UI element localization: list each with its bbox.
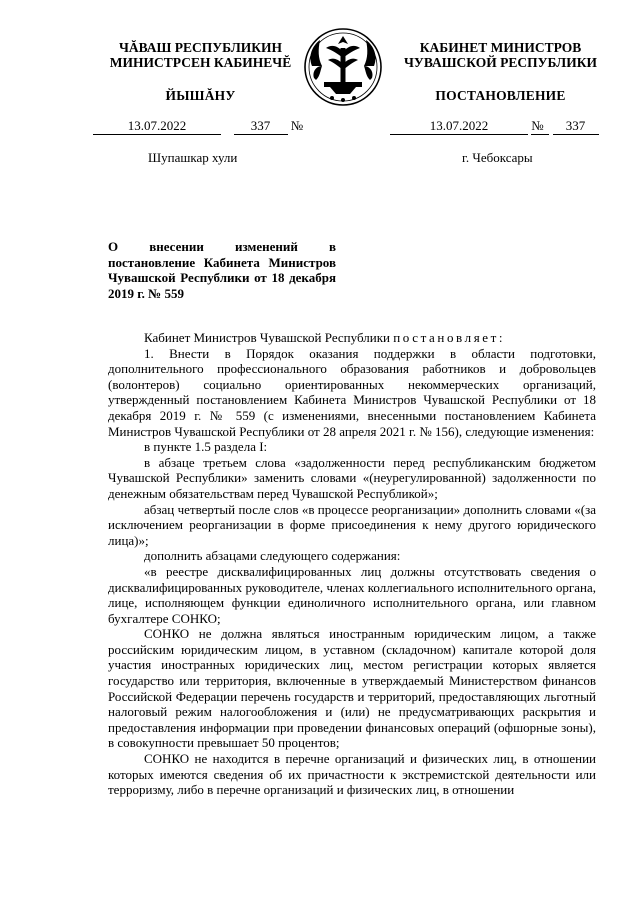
- header-left-line2: МИНИСТРСЕН КАБИНЕЧĔ: [109, 55, 292, 70]
- header-left-block: [98, 40, 303, 103]
- body-paragraph: абзац четвертый после слов «в процессе реорганизации» дополнить словами «(за исключением реорганизации в форме присоединения к нему другого юридического лица)»;: [108, 501, 596, 548]
- header-right-doc-type: ПОСТАНОВЛЕНИЕ: [435, 88, 566, 103]
- header-right-block: [388, 40, 613, 103]
- coat-of-arms-emblem-icon: [302, 26, 384, 108]
- number-sign-left: №: [290, 118, 304, 133]
- intro-text: Кабинет Министров Чувашской Республики: [144, 330, 394, 345]
- header-left-line1: ЧĂВАШ РЕСПУБЛИКИН: [118, 40, 283, 55]
- body-paragraph: СОНКО не должна являться иностранным юридическим лицом, а также российским юридическим лицом, в уставном (складочном) капитале которой доля участия иностранных юридических лиц, местом регистрации которых является государство или территория, включенные в утверждаемый Министерством финансов Российской Федерации перечень государств и территорий, предоставляющих льготный налоговый режим налогообложения и (или) не предусматривающих раскрытия и предоставления информации при проведении финансовых операций (офшорные зоны), в совокупности превышает 50 процентов;: [108, 626, 596, 751]
- document-body: [108, 330, 596, 798]
- body-paragraph: в абзаце третьем слова «задолженности перед республиканским бюджетом Чувашской Республики» заменить словами «(неурегулированной) задолженности по денежным обязательствам перед Чувашской Республикой»;: [108, 454, 596, 501]
- header-left-doc-type: ЙЫШĂНУ: [165, 88, 236, 103]
- body-paragraph: дополнить абзацами следующего содержания:: [144, 548, 401, 564]
- intro-decree-word: постановляет:: [393, 330, 506, 345]
- dateline-right: [390, 118, 599, 134]
- dateline-left: [93, 118, 303, 134]
- date-left: 13.07.2022: [93, 118, 221, 135]
- body-paragraph: 1. Внести в Порядок оказания поддержки в области подготовки, дополнительного профессионального образования работников и добровольцев (волонтеров) социально ориентированных некоммерческих организаций, утвержденный постановлением Кабинета Министров Чувашской Республики от 18 декабря 2019 г. № 559 (с изменениями, внесенными постановлением Кабинета Министров Чувашской Республики от 28 апреля 2021 г. № 156), следующие изменения:: [108, 345, 596, 439]
- city-right: г. Чебоксары: [462, 150, 533, 165]
- date-right: 13.07.2022: [390, 118, 528, 135]
- body-intro: [108, 330, 596, 346]
- header-right-line1: КАБИНЕТ МИНИСТРОВ: [419, 40, 582, 55]
- number-right: 337: [553, 118, 599, 135]
- body-paragraph: в пункте 1.5 раздела I:: [144, 439, 268, 455]
- header-right-line2: ЧУВАШСКОЙ РЕСПУБЛИКИ: [404, 55, 597, 70]
- number-left: 337: [234, 118, 288, 135]
- document-subject: О внесении изменений в постановление Кабинета Министров Чувашской Республики от 18 декабря 2019 г. № 559: [108, 239, 336, 301]
- body-paragraph: СОНКО не находится в перечне организаций и физических лиц, в отношении которых имеются сведения об их причастности к экстремистской деятельности или терроризму, либо в перечне организаций и физических лиц, в отношении: [108, 751, 596, 798]
- city-left: Шупашкар хули: [148, 150, 238, 165]
- body-paragraph: «в реестре дисквалифицированных лиц должны отсутствовать сведения о дисквалифицированных руководителе, членах коллегиального исполнительного органа, лице, исполняющем функции единоличного исполнительного органа, или главном бухгалтере СОНКО;: [108, 563, 596, 626]
- number-sign-right: №: [531, 118, 549, 135]
